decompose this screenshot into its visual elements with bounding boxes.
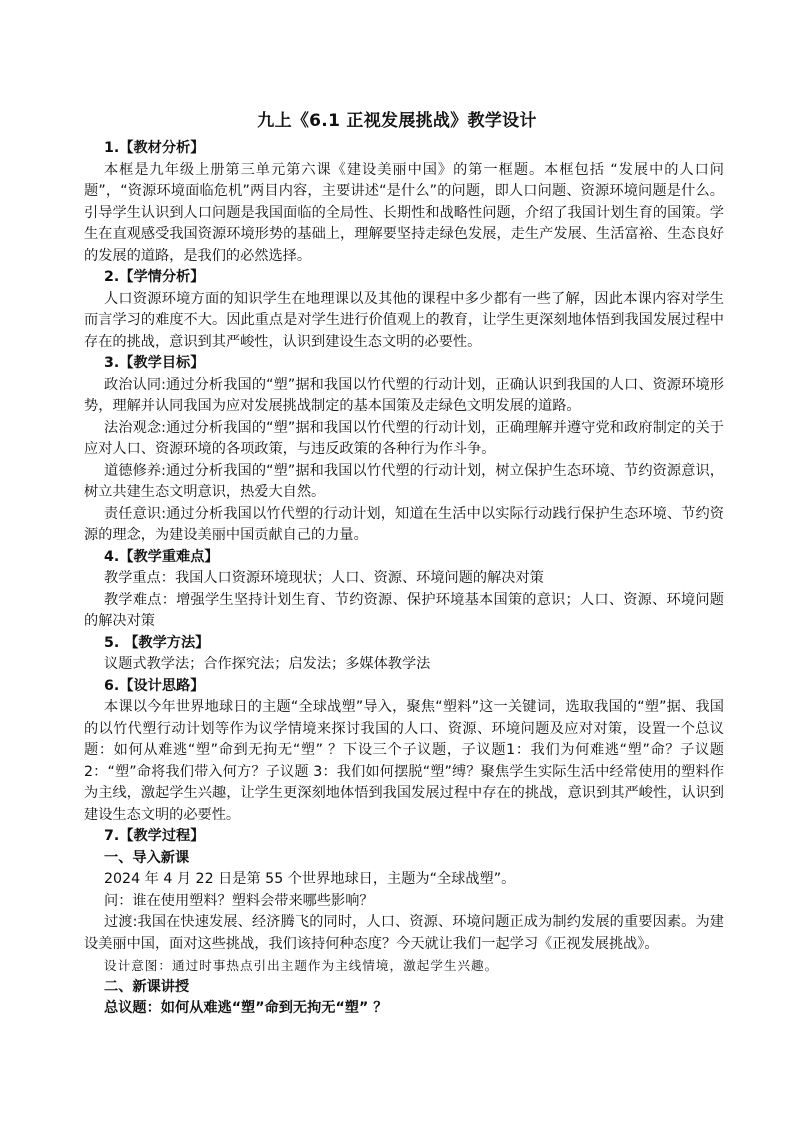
paragraph-design-idea: 本课以今年世界地球日的主题“全球战塑”导入，聚焦“塑料”这一关键词，选取我国的“塑”据、我国的以竹代塑行动计划等作为议学情境来探讨我国的人口、资源、环境问题及应对对策，设置一个总议题：如何从难逃“塑”命到无拘无“塑” ？下设三个子议题，子议题1：我们为何难逃“塑”命？子议题 2：“塑”命将我们带入何方？子议题 3：我们如何摆脱“塑”缚？聚焦学生实际生活中经常使用的塑料作为主线，激起学生兴趣，让学生更深刻地体悟到我国发展过程中存在的挑战，意识到其严峻性，认识到建设生态文明的必要性。 <box>84 699 724 823</box>
paragraph-textbook-analysis: 本框是九年级上册第三单元第六课《建设美丽中国》的第一框题。本框包括 “发展中的人口问题”，“资源环境面临危机”两目内容，主要讲述“是什么”的问题，即人口问题、资源环境问题是什么。引导学生认识到人口问题是我国面临的全局性、长期性和战略性问题，介绍了我国计划生育的国策。学生在直观感受我国资源环境形势的基础上，理解要坚持走绿色发展，走生产发展、生活富裕、生态良好的发展的道路，是我们的必然选择。 <box>84 161 724 264</box>
paragraph-goal-morality: 道德修养:通过分析我国的“塑”据和我国以竹代塑的行动计划，树立保护生态环境、节约资源意识，树立共建生态文明意识，热爱大自然。 <box>84 462 724 500</box>
section-heading-student-analysis: 2.【学情分析】 <box>104 269 205 285</box>
document-title: 九上《6.1 正视发展挑战》教学设计 <box>257 111 537 131</box>
paragraph-earth-day: 2024 年 4 月 22 日是第 55 个世界地球日，主题为“全球战塑”。 <box>104 871 516 887</box>
paragraph-student-analysis: 人口资源环境方面的知识学生在地理课以及其他的课程中多少都有一些了解，因此本课内容对学生而言学习的难度不大。因此重点是对学生进行价值观上的教育，让学生更深刻地体悟到我国发展过程中存在的挑战，意识到其严峻性，认识到建设生态文明的必要性。 <box>84 290 724 350</box>
paragraph-key-point: 教学重点：我国人口资源环境现状；人口、资源、环境问题的解决对策 <box>104 570 544 586</box>
paragraph-goal-political: 政治认同:通过分析我国的“塑”据和我国以竹代塑的行动计划，正确认识到我国的人口、资源环境形势，理解并认同我国为应对发展挑战制定的基本国策及走绿色文明发展的道路。 <box>84 376 724 414</box>
part-heading-introduction: 一、导入新课 <box>104 849 190 866</box>
part-heading-new-lesson: 二、新课讲授 <box>104 978 190 995</box>
main-issue-heading: 总议题：如何从难逃“塑”命到无拘无“塑” ？ <box>104 1000 388 1016</box>
paragraph-question: 问：谁在使用塑料？塑料会带来哪些影响？ <box>104 892 374 909</box>
section-heading-key-points: 4.【教学重难点】 <box>104 548 219 565</box>
document-body <box>84 138 724 1020</box>
section-heading-teaching-goals: 3.【教学目标】 <box>104 355 205 371</box>
section-heading-methods: 5. 【教学方法】 <box>104 634 210 651</box>
section-heading-design-idea: 6.【设计思路】 <box>104 677 205 694</box>
paragraph-design-intent: 设计意图：通过时事热点引出主题作为主线情境，激起学生兴趣。 <box>104 958 499 973</box>
paragraph-methods: 议题式教学法；合作探究法；启发法；多媒体教学法 <box>104 656 431 672</box>
paragraph-goal-responsibility: 责任意识:通过分析我国以竹代塑的行动计划，知道在生活中以实际行动践行保护生态环境、节约资源的理念，为建设美丽中国贡献自己的力量。 <box>84 505 724 543</box>
paragraph-difficult-point: 教学难点：增强学生坚持计划生育、节约资源、保护环境基本国策的意识；人口、资源、环境问题的解决对策 <box>84 591 724 629</box>
paragraph-goal-law: 法治观念:通过分析我国的“塑”据和我国以竹代塑的行动计划，正确理解并遵守党和政府制定的关于应对人口、资源环境的各项政策，与违反政策的各种行为作斗争。 <box>84 419 724 457</box>
section-heading-process: 7.【教学过程】 <box>104 828 205 844</box>
paragraph-transition: 过渡:我国在快速发展、经济腾飞的同时，人口、资源、环境问题正成为制约发展的重要因素。为建设美丽中国，面对这些挑战，我们该持何种态度？今天就让我们一起学习《正视发展挑战》。 <box>84 914 724 952</box>
section-heading-textbook-analysis: 1.【教材分析】 <box>104 140 205 156</box>
